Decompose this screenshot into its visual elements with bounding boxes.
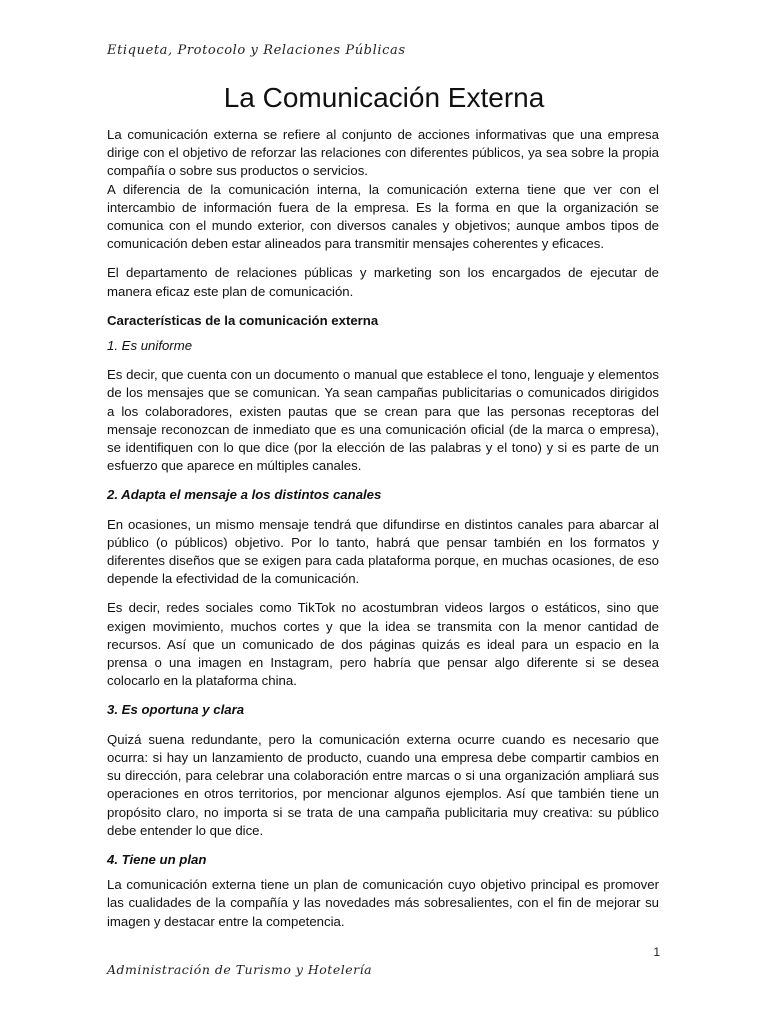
heading-oportuna: 3. Es oportuna y clara (107, 702, 245, 718)
heading-uniforme: 1. Es uniforme (107, 338, 193, 354)
heading-adapta: 2. Adapta el mensaje a los distintos canales (107, 487, 382, 503)
paragraph-adapta-1: En ocasiones, un mismo mensaje tendrá que difundirse en distintos canales para abarcar al público (o públicos) objetivo. Por lo tanto, habrá que pensar también en los formatos y diferentes diseños que se exigen para cada plataforma porque, en muchas ocasiones, de eso depende la efectividad de la comunicación. (107, 516, 659, 587)
paragraph-adapta-2: Es decir, redes sociales como TikTok no acostumbran videos largos o estáticos, sino que exigen movimiento, muchos cortes y que la idea se transmita con la menor cantidad de recursos. Así que un comunicado de dos páginas quizás es ideal para un espacio en la prensa o una imagen en Instagram, pero habría que pensar algo diferente si se desea colocarlo en la plataforma china. (107, 600, 659, 689)
paragraph-plan: La comunicación externa tiene un plan de comunicación cuyo objetivo principal es promover las cualidades de la compañía y las novedades más sobresalientes, con el fin de mejorar su imagen y destacar entre la competencia. (107, 877, 659, 929)
page-title: La Comunicación Externa (223, 82, 545, 113)
paragraph-uniforme: Es decir, que cuenta con un documento o manual que establece el tono, lenguaje y elementos de los mensajes que se comunican. Ya sean campañas publicitarias o comunicados dirigidos a los colaboradores, existen pautas que se crean para que las personas receptoras del mensaje reconozcan de inmediato que es una comunicación oficial (de la marca o empresa), se identifiquen con lo que dice (por la elección de las palabras y el tono) y si es parte de un esfuerzo que aparece en múltiples canales. (107, 367, 659, 474)
page-number: 1 (653, 945, 660, 959)
paragraph-department: El departamento de relaciones públicas y marketing son los encargados de ejecutar de manera eficaz este plan de comunicación. (107, 265, 659, 299)
section-heading: Características de la comunicación externa (107, 312, 379, 328)
page-footer: Administración de Turismo y Hotelería (107, 962, 373, 977)
page-header: Etiqueta, Protocolo y Relaciones Públicas (107, 43, 406, 58)
paragraph-oportuna: Quizá suena redundante, pero la comunicación externa ocurre cuando es necesario que ocurra: si hay un lanzamiento de producto, cuando una empresa debe compartir cambios en su dirección, para celebrar una colaboración entre marcas o si una organización ampliará sus operaciones en otros territorios, por mencionar algunos ejemplos. Así que también tiene un propósito claro, no importa si se trata de una campaña publicitaria muy creativa: su público debe entender lo que dice. (107, 731, 659, 838)
document-body (107, 126, 659, 931)
heading-plan: 4. Tiene un plan (107, 851, 207, 867)
paragraph-difference: A diferencia de la comunicación interna, la comunicación externa tiene que ver con el intercambio de información fuera de la empresa. Es la forma en que la organización se comunica con el mundo exterior, con diversos canales y objetivos; aunque ambos tipos de comunicación deben estar alineados para transmitir mensajes coherentes y eficaces. (107, 181, 659, 252)
paragraph-intro: La comunicación externa se refiere al conjunto de acciones informativas que una empresa dirige con el objetivo de reforzar las relaciones con diferentes públicos, ya sea sobre la propia compañía o sobre sus productos o servicios. (107, 127, 659, 179)
